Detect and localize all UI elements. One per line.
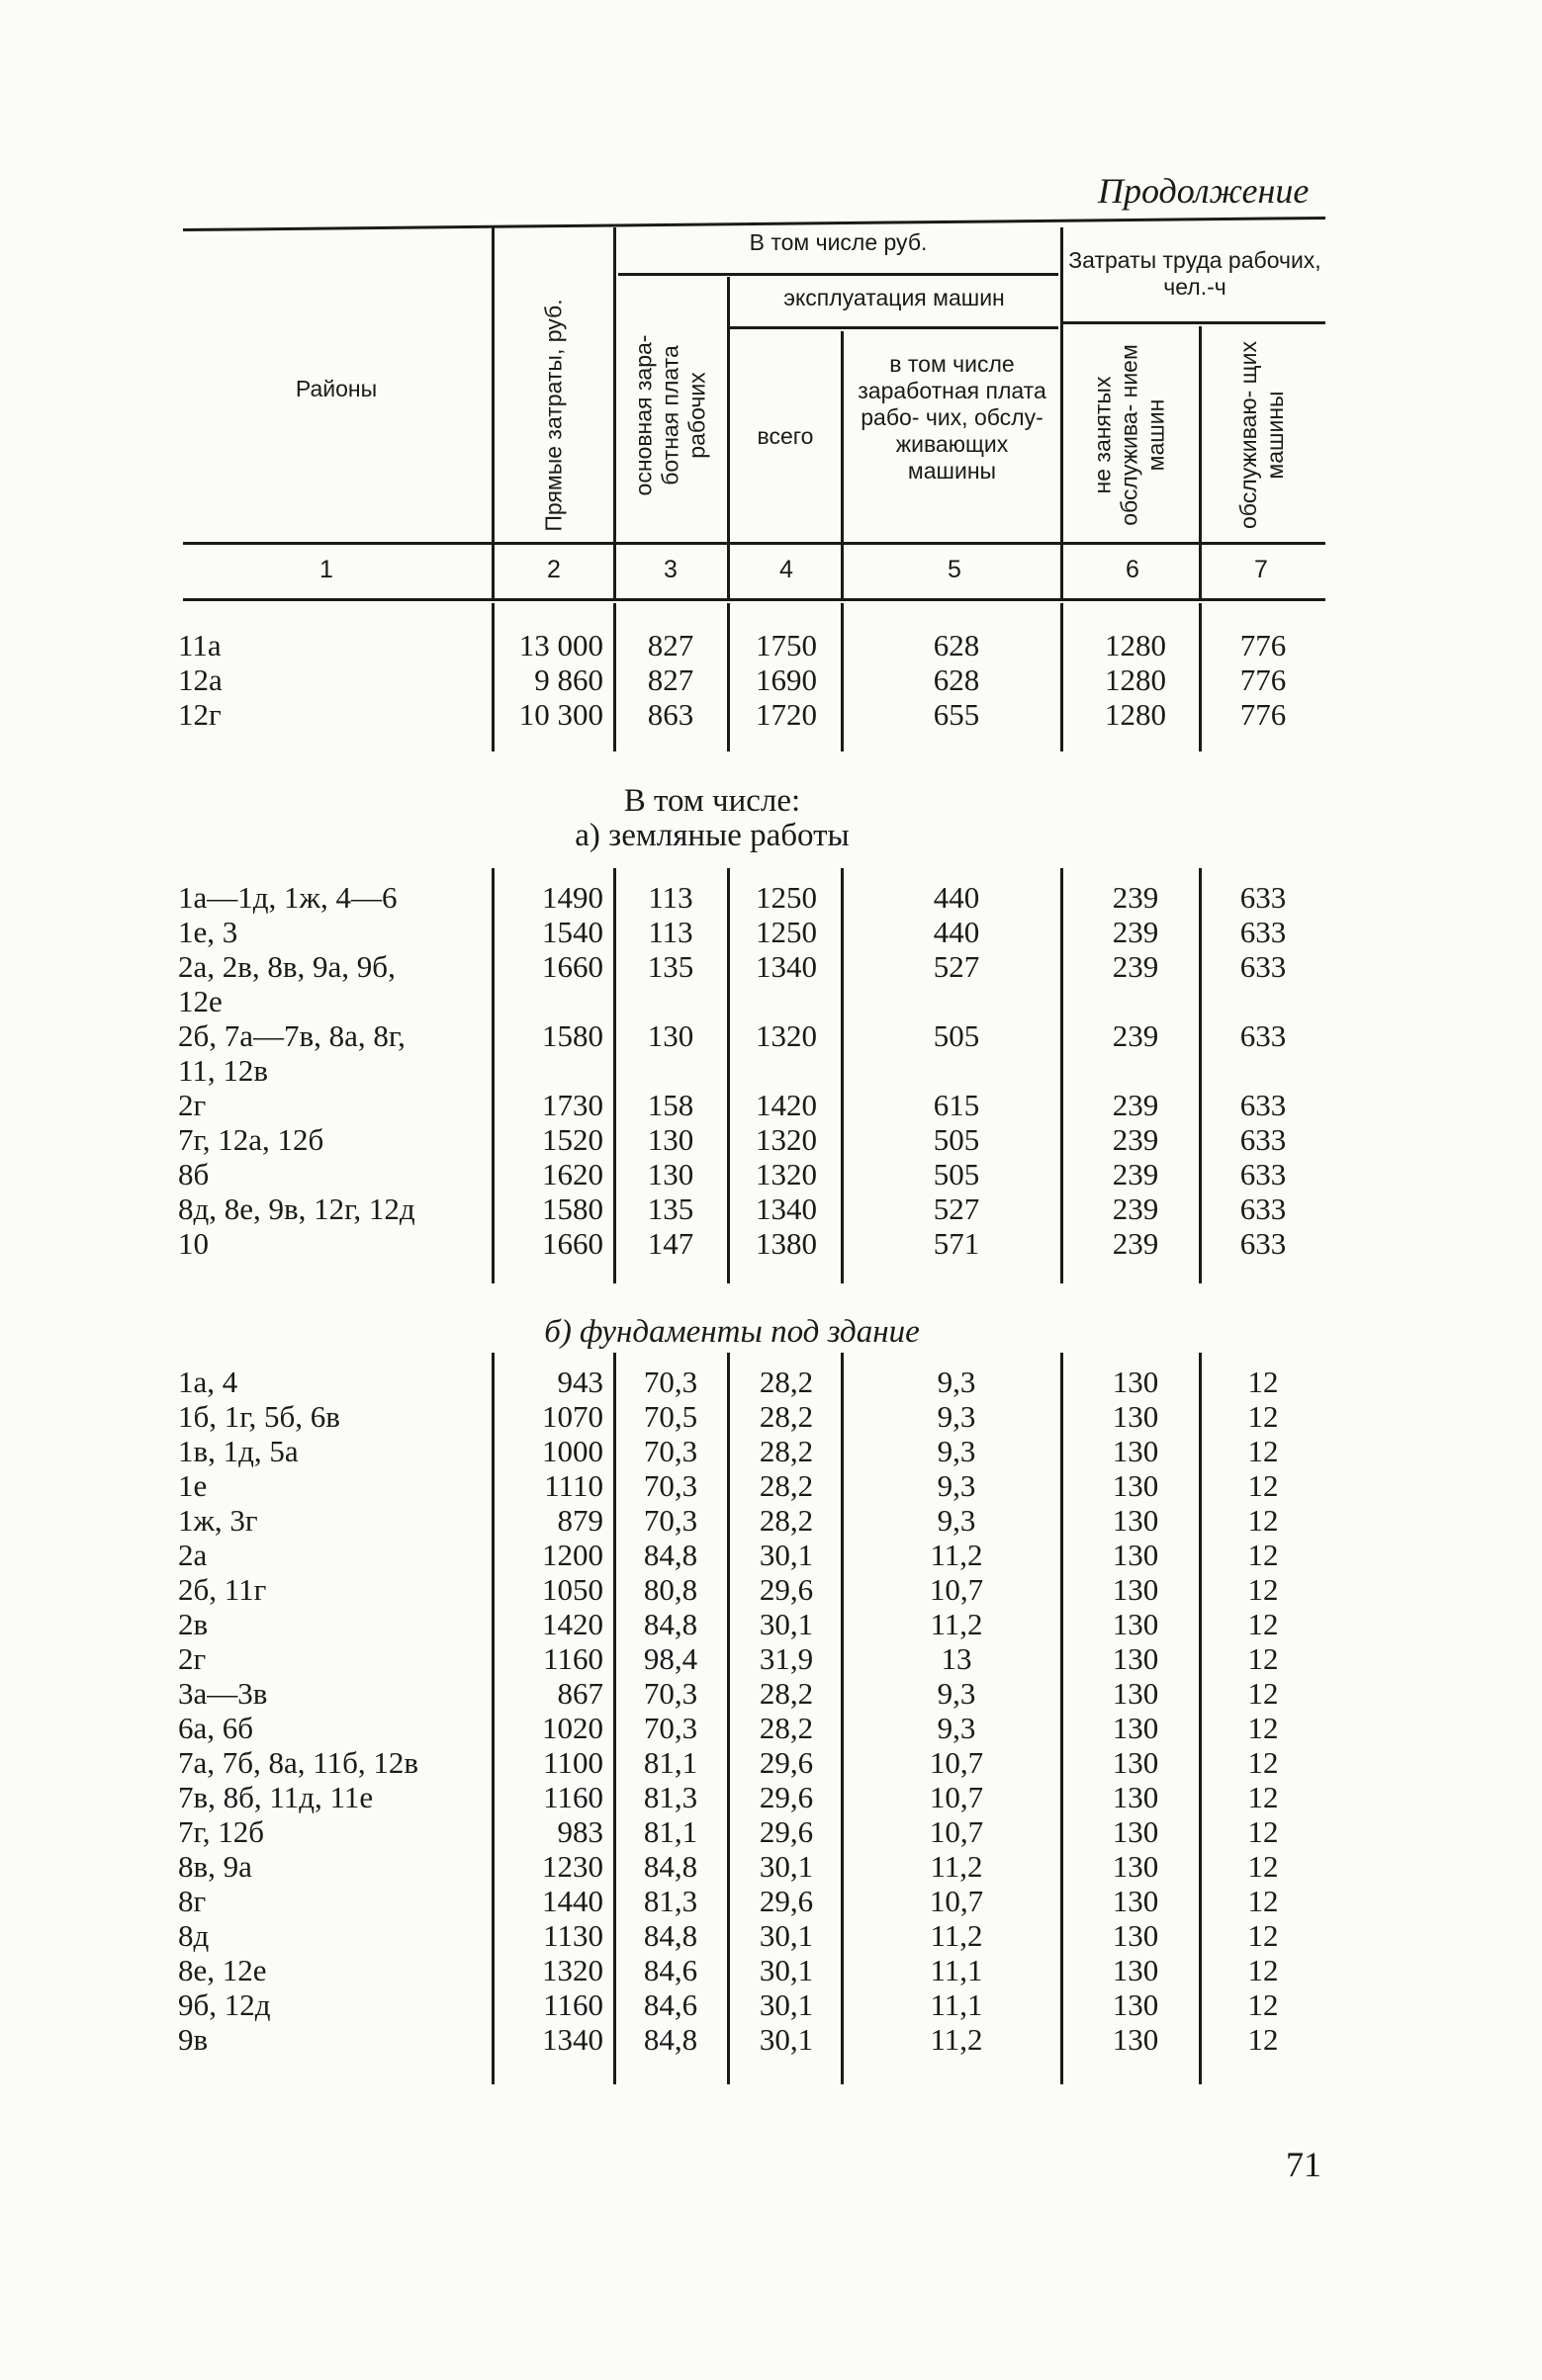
direct-costs-cell: 1100	[543, 1745, 603, 1780]
direct-costs-cell: 1050	[542, 1572, 603, 1607]
district-cell: 1б, 1г, 5б, 6в	[178, 1399, 340, 1434]
table-row	[0, 1399, 1542, 1434]
header-including-rub: В том числе руб.	[749, 229, 928, 255]
col-number-3: 3	[664, 556, 678, 583]
base-wages-cell: 135	[647, 949, 694, 984]
machine-total-cell: 1320	[756, 1018, 817, 1053]
direct-costs-cell: 1440	[542, 1884, 603, 1918]
district-cell: 11, 12в	[178, 1053, 268, 1088]
machine-wages-cell: 9,3	[937, 1711, 976, 1745]
district-cell: 8б	[178, 1157, 210, 1191]
direct-costs-cell: 1540	[542, 915, 603, 949]
machine-total-cell: 29,6	[759, 1884, 814, 1918]
machine-wages-cell: 11,1	[930, 1953, 983, 1987]
machine-total-cell: 1320	[756, 1122, 817, 1157]
base-wages-cell: 84,8	[643, 1918, 698, 1953]
machine-wages-cell: 9,3	[937, 1676, 976, 1711]
header-bottom-rule	[183, 542, 1325, 545]
direct-costs-cell: 1730	[542, 1088, 603, 1122]
base-wages-cell: 135	[647, 1191, 694, 1226]
labor-nonmachine-cell: 130	[1112, 1434, 1159, 1468]
district-cell: 8е, 12е	[178, 1953, 267, 1987]
labor-machine-cell: 12	[1247, 1399, 1279, 1434]
labor-machine-cell: 12	[1247, 1538, 1279, 1572]
table-row	[0, 2022, 1542, 2057]
machine-wages-cell: 9,3	[937, 1503, 976, 1538]
machine-total-cell: 30,1	[759, 1607, 814, 1641]
labor-machine-cell: 776	[1239, 662, 1287, 697]
machine-wages-cell: 10,7	[929, 1745, 984, 1780]
base-wages-cell: 70,3	[643, 1434, 698, 1468]
base-wages-cell: 84,8	[643, 1849, 698, 1884]
base-wages-cell: 130	[647, 1122, 694, 1157]
labor-machine-cell: 776	[1239, 697, 1287, 732]
labor-machine-cell: 12	[1247, 1503, 1279, 1538]
numbers-bottom-rule	[183, 598, 1325, 601]
machine-wages-cell: 628	[933, 628, 980, 662]
machine-total-cell: 30,1	[759, 1849, 814, 1884]
labor-machine-cell: 776	[1239, 628, 1287, 662]
machine-total-cell: 28,2	[759, 1503, 814, 1538]
district-cell: 2г	[178, 1641, 207, 1676]
district-cell: 9в	[178, 2022, 209, 2057]
district-cell: 1е, 3	[178, 915, 238, 949]
labor-nonmachine-cell: 130	[1112, 1780, 1159, 1814]
col-number-5: 5	[948, 556, 961, 583]
direct-costs-cell: 1520	[542, 1122, 603, 1157]
machine-wages-cell: 10,7	[929, 1814, 984, 1849]
machine-wages-cell: 9,3	[937, 1399, 976, 1434]
direct-costs-cell: 1580	[542, 1191, 603, 1226]
labor-nonmachine-cell: 130	[1112, 1918, 1159, 1953]
district-cell: 2в	[178, 1607, 209, 1641]
district-cell: 7г, 12б	[178, 1814, 264, 1849]
labor-nonmachine-cell: 130	[1112, 1503, 1159, 1538]
machine-wages-cell: 10,7	[929, 1780, 984, 1814]
district-cell: 10	[178, 1226, 209, 1261]
table-row	[0, 1434, 1542, 1468]
district-cell: 2г	[178, 1088, 207, 1122]
table-row	[0, 697, 1542, 732]
machine-total-cell: 30,1	[759, 2022, 814, 2057]
base-wages-cell: 84,6	[643, 1953, 698, 1987]
labor-nonmachine-cell: 239	[1112, 880, 1159, 915]
direct-costs-cell: 1230	[542, 1849, 603, 1884]
machine-wages-cell: 11,2	[930, 1538, 983, 1572]
table-row	[0, 880, 1542, 915]
machine-total-cell: 31,9	[759, 1641, 814, 1676]
base-wages-cell: 827	[647, 662, 694, 697]
base-wages-cell: 84,6	[643, 1987, 698, 2022]
base-wages-cell: 130	[647, 1018, 694, 1053]
labor-nonmachine-cell: 130	[1112, 1572, 1159, 1607]
base-wages-cell: 70,3	[643, 1468, 698, 1503]
base-wages-cell: 80,8	[643, 1572, 698, 1607]
machine-total-cell: 30,1	[759, 1953, 814, 1987]
base-wages-cell: 827	[647, 628, 694, 662]
machine-total-cell: 1380	[756, 1226, 817, 1261]
district-cell: 1е	[178, 1468, 208, 1503]
header-vline-2	[613, 227, 616, 598]
direct-costs-cell: 1490	[542, 880, 603, 915]
table-row	[0, 1676, 1542, 1711]
machine-wages-cell: 505	[933, 1157, 980, 1191]
labor-nonmachine-cell: 1280	[1105, 628, 1166, 662]
labor-machine-cell: 633	[1239, 1018, 1287, 1053]
labor-nonmachine-cell: 1280	[1105, 697, 1166, 732]
header-vline-4	[841, 331, 844, 598]
direct-costs-cell: 1110	[544, 1468, 603, 1503]
labor-nonmachine-cell: 130	[1112, 1399, 1159, 1434]
district-cell: 3а—3в	[178, 1676, 268, 1711]
table-row	[0, 1711, 1542, 1745]
labor-nonmachine-cell: 239	[1112, 1191, 1159, 1226]
labor-machine-cell: 12	[1247, 1572, 1279, 1607]
table-row	[0, 1745, 1542, 1780]
labor-machine-cell: 12	[1247, 1953, 1279, 1987]
district-cell: 6а, 6б	[178, 1711, 254, 1745]
col-number-2: 2	[547, 556, 561, 583]
district-cell: 1а—1д, 1ж, 4—6	[178, 880, 398, 915]
labor-machine-cell: 633	[1239, 1088, 1287, 1122]
labor-machine-cell: 12	[1247, 1780, 1279, 1814]
table-row	[0, 1503, 1542, 1538]
machine-wages-cell: 9,3	[937, 1468, 976, 1503]
labor-nonmachine-cell: 130	[1112, 1468, 1159, 1503]
machine-total-cell: 28,2	[759, 1468, 814, 1503]
machine-wages-cell: 11,2	[930, 2022, 983, 2057]
machine-total-cell: 30,1	[759, 1918, 814, 1953]
labor-nonmachine-cell: 130	[1112, 1676, 1159, 1711]
col-number-1: 1	[319, 556, 333, 583]
labor-nonmachine-cell: 130	[1112, 1641, 1159, 1676]
base-wages-cell: 147	[647, 1226, 694, 1261]
district-cell: 12а	[178, 662, 223, 697]
machine-total-cell: 1340	[756, 949, 817, 984]
labor-nonmachine-cell: 130	[1112, 1538, 1159, 1572]
labor-machine-cell: 633	[1239, 880, 1287, 915]
table-row	[0, 949, 1542, 984]
direct-costs-cell: 1660	[542, 949, 603, 984]
table-row	[0, 628, 1542, 662]
machine-wages-cell: 505	[933, 1122, 980, 1157]
direct-costs-cell: 1620	[542, 1157, 603, 1191]
rub-subheader-rule	[618, 273, 1058, 276]
table-row	[0, 1053, 1542, 1088]
labor-machine-cell: 12	[1247, 2022, 1279, 2057]
labor-machine-cell: 12	[1247, 1987, 1279, 2022]
labor-nonmachine-cell: 130	[1112, 2022, 1159, 2057]
machine-wages-cell: 527	[933, 1191, 980, 1226]
base-wages-cell: 70,3	[643, 1503, 698, 1538]
labor-machine-cell: 12	[1247, 1711, 1279, 1745]
direct-costs-cell: 1160	[543, 1987, 603, 2022]
table-row	[0, 1987, 1542, 2022]
district-cell: 7а, 7б, 8а, 11б, 12в	[178, 1745, 419, 1780]
table-row	[0, 1122, 1542, 1157]
machine-total-cell: 1320	[756, 1157, 817, 1191]
base-wages-cell: 84,8	[643, 1538, 698, 1572]
machine-wages-cell: 11,2	[930, 1849, 983, 1884]
table-row	[0, 984, 1542, 1018]
labor-nonmachine-cell: 130	[1112, 1607, 1159, 1641]
base-wages-cell: 130	[647, 1157, 694, 1191]
direct-costs-cell: 1160	[543, 1641, 603, 1676]
table-row	[0, 1191, 1542, 1226]
table-row	[0, 1088, 1542, 1122]
labor-machine-cell: 12	[1247, 1676, 1279, 1711]
col-number-7: 7	[1254, 556, 1268, 583]
machine-total-cell: 1420	[756, 1088, 817, 1122]
base-wages-cell: 863	[647, 697, 694, 732]
machine-total-cell: 28,2	[759, 1365, 814, 1399]
header-direct-costs: Прямые затраты, руб.	[540, 299, 567, 532]
district-cell: 7г, 12а, 12б	[178, 1122, 324, 1157]
machine-wages-cell: 440	[933, 915, 980, 949]
labor-nonmachine-cell: 239	[1112, 915, 1159, 949]
section-earthworks-title: а) земляные работы	[575, 818, 850, 853]
district-cell: 7в, 8б, 11д, 11е	[178, 1780, 374, 1814]
base-wages-cell: 70,5	[643, 1399, 698, 1434]
table-row	[0, 1018, 1542, 1053]
table-row	[0, 1849, 1542, 1884]
labor-nonmachine-cell: 130	[1112, 1849, 1159, 1884]
machine-wages-cell: 10,7	[929, 1884, 984, 1918]
machine-wages-cell: 615	[933, 1088, 980, 1122]
labor-nonmachine-cell: 130	[1112, 1711, 1159, 1745]
direct-costs-cell: 1200	[542, 1538, 603, 1572]
machine-wages-cell: 9,3	[937, 1365, 976, 1399]
base-wages-cell: 84,8	[643, 2022, 698, 2057]
machine-total-cell: 1720	[756, 697, 817, 732]
labor-machine-cell: 12	[1247, 1814, 1279, 1849]
labor-machine-cell: 633	[1239, 949, 1287, 984]
labor-machine-cell: 12	[1247, 1884, 1279, 1918]
labor-nonmachine-cell: 239	[1112, 1122, 1159, 1157]
header-machine-operation: эксплуатация машин	[783, 285, 1005, 310]
base-wages-cell: 84,8	[643, 1607, 698, 1641]
machine-wages-cell: 527	[933, 949, 980, 984]
header-vline-6	[1199, 326, 1202, 598]
base-wages-cell: 81,1	[643, 1814, 698, 1849]
machine-total-cell: 28,2	[759, 1399, 814, 1434]
table-row	[0, 1814, 1542, 1849]
labor-nonmachine-cell: 239	[1112, 949, 1159, 984]
machine-wages-cell: 11,2	[930, 1607, 983, 1641]
direct-costs-cell: 10 300	[518, 697, 603, 732]
base-wages-cell: 158	[647, 1088, 694, 1122]
machine-total-cell: 28,2	[759, 1434, 814, 1468]
labor-nonmachine-cell: 130	[1112, 1745, 1159, 1780]
district-cell: 1а, 4	[178, 1365, 238, 1399]
machine-wages-cell: 11,1	[930, 1987, 983, 2022]
direct-costs-cell: 1660	[542, 1226, 603, 1261]
labor-nonmachine-cell: 130	[1112, 1987, 1159, 2022]
machine-subheader-rule	[730, 326, 1058, 329]
labor-nonmachine-cell: 130	[1112, 1814, 1159, 1849]
table-row	[0, 1641, 1542, 1676]
district-cell: 12е	[178, 984, 223, 1018]
direct-costs-cell: 1320	[542, 1953, 603, 1987]
base-wages-cell: 98,4	[643, 1641, 698, 1676]
base-wages-cell: 70,3	[643, 1365, 698, 1399]
col-number-4: 4	[779, 556, 793, 583]
district-cell: 8д	[178, 1918, 210, 1953]
machine-wages-cell: 571	[933, 1226, 980, 1261]
table-row	[0, 1780, 1542, 1814]
header-base-wages: основная зара- ботная плата рабочих	[630, 334, 710, 496]
base-wages-cell: 113	[648, 880, 693, 915]
base-wages-cell: 81,1	[643, 1745, 698, 1780]
labor-machine-cell: 12	[1247, 1434, 1279, 1468]
machine-wages-cell: 505	[933, 1018, 980, 1053]
labor-nonmachine-cell: 239	[1112, 1157, 1159, 1191]
table-row	[0, 1538, 1542, 1572]
machine-wages-cell: 655	[933, 697, 980, 732]
machine-wages-cell: 440	[933, 880, 980, 915]
labor-machine-cell: 12	[1247, 1745, 1279, 1780]
header-machine-workers: обслуживаю- щих машины	[1235, 341, 1288, 529]
direct-costs-cell: 867	[557, 1676, 603, 1711]
district-cell: 1в, 1д, 5а	[178, 1434, 299, 1468]
labor-nonmachine-cell: 130	[1112, 1953, 1159, 1987]
direct-costs-cell: 1000	[542, 1434, 603, 1468]
direct-costs-cell: 1130	[543, 1918, 603, 1953]
table-row	[0, 1157, 1542, 1191]
labor-subheader-rule	[1063, 321, 1325, 324]
direct-costs-cell: 1340	[542, 2022, 603, 2057]
base-wages-cell: 70,3	[643, 1711, 698, 1745]
machine-total-cell: 29,6	[759, 1572, 814, 1607]
labor-nonmachine-cell: 239	[1112, 1226, 1159, 1261]
district-cell: 12г	[178, 697, 222, 732]
machine-total-cell: 28,2	[759, 1676, 814, 1711]
machine-wages-cell: 10,7	[929, 1572, 984, 1607]
labor-nonmachine-cell: 239	[1112, 1088, 1159, 1122]
labor-machine-cell: 12	[1247, 1918, 1279, 1953]
labor-machine-cell: 12	[1247, 1607, 1279, 1641]
machine-total-cell: 1340	[756, 1191, 817, 1226]
machine-wages-cell: 9,3	[937, 1434, 976, 1468]
machine-total-cell: 29,6	[759, 1814, 814, 1849]
table-row	[0, 1918, 1542, 1953]
table-row	[0, 1226, 1542, 1261]
direct-costs-cell: 983	[557, 1814, 603, 1849]
continuation-label: Продолжение	[1098, 171, 1310, 211]
district-cell: 2б, 7а—7в, 8а, 8г,	[178, 1018, 406, 1053]
direct-costs-cell: 1420	[542, 1607, 603, 1641]
header-vline-5	[1060, 227, 1063, 598]
base-wages-cell: 81,3	[643, 1884, 698, 1918]
table-row	[0, 1884, 1542, 1918]
header-districts: Районы	[295, 376, 378, 401]
machine-total-cell: 1250	[756, 880, 817, 915]
labor-machine-cell: 12	[1247, 1365, 1279, 1399]
machine-total-cell: 30,1	[759, 1538, 814, 1572]
header-total: всего	[757, 423, 814, 449]
labor-machine-cell: 633	[1239, 915, 1287, 949]
district-cell: 2а	[178, 1538, 208, 1572]
base-wages-cell: 113	[648, 915, 693, 949]
district-cell: 2б, 11г	[178, 1572, 267, 1607]
header-vline-1	[492, 227, 495, 598]
base-wages-cell: 70,3	[643, 1676, 698, 1711]
machine-total-cell: 28,2	[759, 1711, 814, 1745]
machine-wages-cell: 628	[933, 662, 980, 697]
direct-costs-cell: 943	[557, 1365, 603, 1399]
table-row	[0, 1468, 1542, 1503]
labor-nonmachine-cell: 130	[1112, 1884, 1159, 1918]
labor-nonmachine-cell: 1280	[1105, 662, 1166, 697]
district-cell: 8г	[178, 1884, 207, 1918]
labor-machine-cell: 633	[1239, 1226, 1287, 1261]
direct-costs-cell: 1070	[542, 1399, 603, 1434]
direct-costs-cell: 879	[557, 1503, 603, 1538]
col-number-6: 6	[1126, 556, 1139, 583]
machine-total-cell: 30,1	[759, 1987, 814, 2022]
section-intro-title: В том числе:	[623, 783, 801, 819]
direct-costs-cell: 1580	[542, 1018, 603, 1053]
direct-costs-cell: 13 000	[518, 628, 603, 662]
table-row	[0, 1572, 1542, 1607]
direct-costs-cell: 9 860	[534, 662, 603, 697]
machine-total-cell: 29,6	[759, 1780, 814, 1814]
machine-total-cell: 1250	[756, 915, 817, 949]
header-labor-costs: Затраты труда рабочих, чел.-ч	[1068, 247, 1321, 300]
table-row	[0, 1365, 1542, 1399]
section-foundations-title: б) фундаменты под здание	[544, 1314, 920, 1350]
machine-total-cell: 1690	[756, 662, 817, 697]
page-number: 71	[1286, 2145, 1321, 2184]
labor-machine-cell: 12	[1247, 1641, 1279, 1676]
labor-nonmachine-cell: 130	[1112, 1365, 1159, 1399]
header-not-machine: не занятых обслужива- нием машин	[1089, 344, 1169, 526]
table-row	[0, 662, 1542, 697]
labor-nonmachine-cell: 239	[1112, 1018, 1159, 1053]
district-cell: 8в, 9а	[178, 1849, 252, 1884]
district-cell: 11а	[178, 628, 222, 662]
labor-machine-cell: 633	[1239, 1157, 1287, 1191]
table-row	[0, 1953, 1542, 1987]
base-wages-cell: 81,3	[643, 1780, 698, 1814]
machine-total-cell: 1750	[756, 628, 817, 662]
table-row	[0, 1607, 1542, 1641]
table-row	[0, 915, 1542, 949]
district-cell: 2а, 2в, 8в, 9а, 9б,	[178, 949, 396, 984]
machine-wages-cell: 13	[941, 1641, 972, 1676]
direct-costs-cell: 1160	[543, 1780, 603, 1814]
labor-machine-cell: 633	[1239, 1122, 1287, 1157]
header-incl-wages-machine: в том числе заработная плата рабо- чих, обслу- живающих машины	[858, 351, 1046, 484]
direct-costs-cell: 1020	[542, 1711, 603, 1745]
labor-machine-cell: 12	[1247, 1849, 1279, 1884]
machine-wages-cell: 11,2	[930, 1918, 983, 1953]
labor-machine-cell: 12	[1247, 1468, 1279, 1503]
machine-total-cell: 29,6	[759, 1745, 814, 1780]
district-cell: 8д, 8е, 9в, 12г, 12д	[178, 1191, 415, 1226]
labor-machine-cell: 633	[1239, 1191, 1287, 1226]
district-cell: 9б, 12д	[178, 1987, 271, 2022]
district-cell: 1ж, 3г	[178, 1503, 258, 1538]
